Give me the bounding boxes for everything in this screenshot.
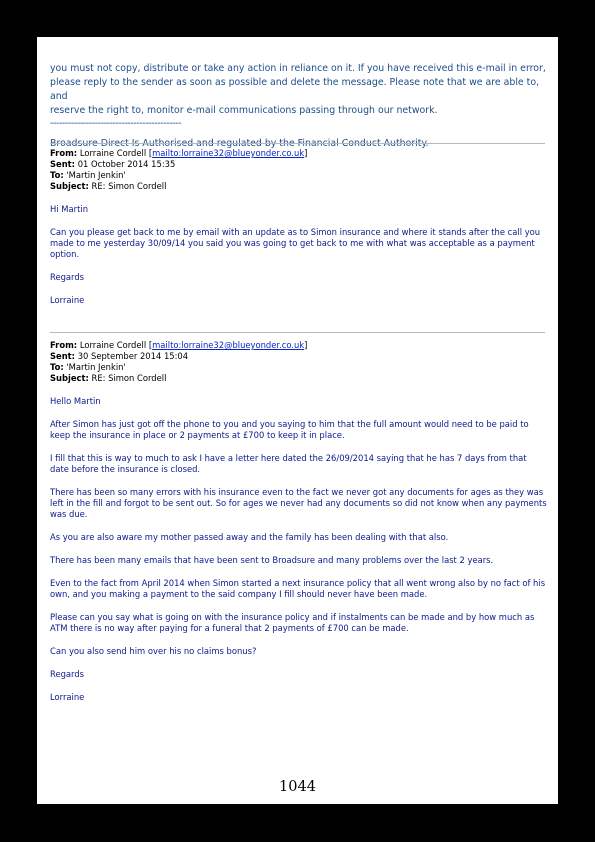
email-separator — [50, 143, 545, 144]
email-header — [50, 148, 547, 192]
email-paragraph: After Simon has just got off the phone to you and you saying to him that the full amount would need to be paid to keep the insurance in place or 2 payments at £700 to keep it in place. — [50, 419, 529, 440]
from-label: From: — [50, 340, 78, 350]
email-message-2 — [50, 340, 547, 715]
email-greeting: Hello Martin — [50, 396, 101, 406]
email-paragraph: Please can you say what is going on with the insurance policy and if instalments can be made and by how much as ATM there is no way after paying for a funeral that 2 payments of £700 can be made. — [50, 612, 535, 633]
sent-line — [50, 351, 547, 362]
email-paragraph: I fill that this is way to much to ask I have a letter here dated the 26/09/2014 saying that he has 7 days from that date before the insurance is closed. — [50, 453, 527, 474]
to-label: To: — [50, 362, 64, 372]
email-signoff: Regards — [50, 669, 85, 679]
from-label: From: — [50, 148, 78, 158]
email-disclaimer — [50, 62, 548, 151]
from-name: Lorraine Cordell — [79, 148, 147, 158]
recipient: 'Martin Jenkin' — [66, 362, 126, 372]
sent-line — [50, 159, 547, 170]
email-message-1 — [50, 148, 547, 318]
email-paragraph: There has been so many errors with his insurance even to the fact we never got any documents for ages as they was left in the fill and forgot to be sent out. So for ages we never had any documents so did not know when any payments was due. — [50, 487, 547, 519]
subject-label: Subject: — [50, 373, 89, 383]
recipient: 'Martin Jenkin' — [66, 170, 126, 180]
email-greeting: Hi Martin — [50, 204, 89, 214]
email-paragraph: Can you also send him over his no claims bonus? — [50, 646, 257, 656]
from-name: Lorraine Cordell — [79, 340, 147, 350]
to-line — [50, 170, 547, 181]
email-header — [50, 340, 547, 384]
sent-label: Sent: — [50, 159, 76, 169]
from-line: From: Lorraine Cordell [mailto:lorraine32@blueyonder.co.uk] — [50, 340, 308, 350]
subject: RE: Simon Cordell — [91, 373, 167, 383]
email-signature: Lorraine — [50, 295, 85, 305]
disclaimer-line: please reply to the sender as soon as possible and delete the message. Please note that we are able to, and — [50, 77, 540, 102]
subject-label: Subject: — [50, 181, 89, 191]
sent-label: Sent: — [50, 351, 76, 361]
email-paragraph: Can you please get back to me by email with an update as to Simon insurance and where it stands after the call you made to me yesterday 30/09/14 you said you was going to get back to me with what was acceptable as a payment option. — [50, 227, 541, 259]
email-signature: Lorraine — [50, 692, 85, 702]
subject: RE: Simon Cordell — [91, 181, 167, 191]
sender-email-link[interactable]: mailto:lorraine32@blueyonder.co.uk — [152, 148, 305, 158]
sent-date: 30 September 2014 15:04 — [77, 351, 189, 361]
disclaimer-line: you must not copy, distribute or take any action in reliance on it. If you have received this e-mail in error, — [50, 63, 546, 74]
to-label: To: — [50, 170, 64, 180]
sender-email-link[interactable]: mailto:lorraine32@blueyonder.co.uk — [152, 340, 305, 350]
email-paragraph: There has been many emails that have been sent to Broadsure and many problems over the last 2 years. — [50, 555, 494, 565]
subject-line — [50, 181, 547, 192]
subject-line — [50, 373, 547, 384]
email-separator — [50, 332, 545, 333]
to-line — [50, 362, 547, 373]
fca-statement: Broadsure Direct Is Authorised and regulated by the Financial Conduct Authority. — [50, 138, 429, 149]
sent-date: 01 October 2014 15:35 — [77, 159, 176, 169]
disclaimer-line: reserve the right to, monitor e-mail communications passing through our network. — [50, 105, 438, 116]
email-paragraph: As you are also aware my mother passed away and the family has been dealing with that also. — [50, 532, 449, 542]
disclaimer-separator: -------------------------------------------- — [50, 118, 182, 129]
page-number: 1044 — [279, 779, 316, 795]
from-line: From: Lorraine Cordell [mailto:lorraine32@blueyonder.co.uk] — [50, 148, 308, 158]
document-page — [37, 37, 558, 804]
email-paragraph: Even to the fact from April 2014 when Simon started a next insurance policy that all went wrong also by no fact of his own, and you making a payment to the said company I fill should never have been made. — [50, 578, 546, 599]
email-signoff: Regards — [50, 272, 85, 282]
